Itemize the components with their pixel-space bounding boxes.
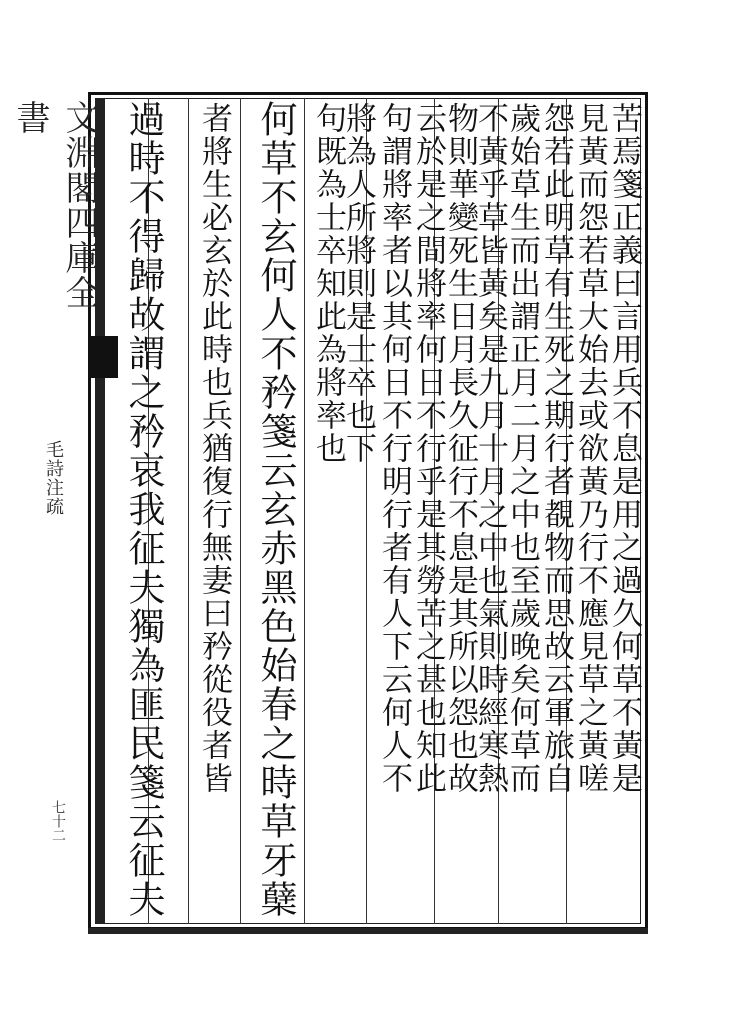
text-column-7: 云於是之間將率何日不行乎是其勞苦之甚也知此 [410,102,446,795]
text-column-1: 苦焉箋正義曰言用兵不息是用之過久何草不黃是 [606,102,642,795]
text-column-11: 何草不玄何人不矜箋云玄赤黑色始春之時草牙蘖 [254,100,297,919]
collection-title: 文淵閣四庫全書 [10,100,99,310]
book-title: 毛詩注疏 [43,440,64,516]
text-column-8: 句謂將率者以其何日不行明行者有人下云何人不 [376,102,412,795]
text-column-12: 者將生必玄於此時也兵猶復行無妻曰矜從役者皆 [196,102,232,795]
text-column-10: 句既為士卒知此為將率也 [310,102,346,465]
column-rule [188,98,189,924]
column-rule [304,98,305,924]
text-column-2: 見黃而怨若草大始去或欲黃乃行不應見草之黃嗟 [572,102,608,795]
text-column-4: 歲始草生而出謂正月二月之中也至歲晚矣何草而 [504,102,540,795]
fish-tail-mark [88,336,118,378]
text-column-6: 物則華變死生日月長久征行不息是其所以怨也故 [442,102,478,795]
text-column-13: 過時不得歸故謂之矜哀我征夫獨為匪民箋云征夫 [122,100,165,919]
text-column-5: 不黃乎草皆黃矣是九月十月之中也氣則時經寒熱 [472,102,508,795]
page-number: 七十二 [50,800,66,842]
column-rule [240,98,241,924]
text-column-9: 將為人所將則是士卒也下 [340,102,376,465]
bottom-rule [88,928,648,934]
text-column-3: 怨若此明草有生死之期行者覩物而思故云軍旅自 [538,102,574,795]
